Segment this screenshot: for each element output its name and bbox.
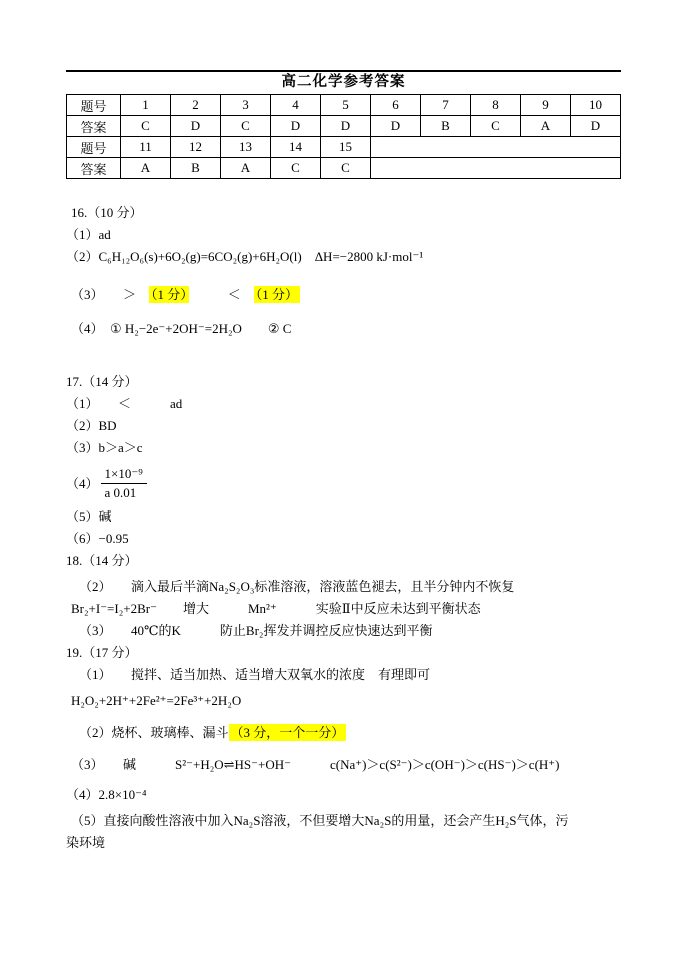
table-cell: D bbox=[321, 116, 371, 137]
table-cell: A bbox=[221, 158, 271, 179]
table-cell: 4 bbox=[271, 95, 321, 116]
table-cell: 13 bbox=[221, 137, 271, 158]
table-cell: B bbox=[421, 116, 471, 137]
q19-answer-5-line2: 染环境 bbox=[66, 835, 106, 850]
q19-heading: 19.（17 分） bbox=[66, 645, 138, 660]
q17-answer-3: （3）b＞a＞c bbox=[66, 440, 143, 455]
q16-a3-text: ＜ bbox=[188, 287, 254, 302]
table-cell: D bbox=[371, 116, 421, 137]
row-header: 答案 bbox=[67, 116, 121, 137]
q19-answer-4: （4）2.8×10⁻⁴ bbox=[66, 787, 147, 802]
q18-answer-3: （3） 40℃的K 防止Br₂挥发并调控反应快速达到平衡 bbox=[79, 623, 433, 638]
table-cell: C bbox=[271, 158, 321, 179]
answer-table bbox=[66, 94, 621, 179]
table-cell: A bbox=[121, 158, 171, 179]
row-header: 题号 bbox=[67, 95, 121, 116]
q16-answer-3 bbox=[66, 284, 621, 306]
q16-answer-1: （1）ad bbox=[66, 227, 111, 242]
table-cell: 6 bbox=[371, 95, 421, 116]
table-cell: 10 bbox=[571, 95, 621, 116]
q18-heading: 18.（14 分） bbox=[66, 553, 138, 568]
q16-heading: 16.（10 分） bbox=[71, 205, 143, 220]
q17-answer-5: （5）碱 bbox=[66, 509, 112, 524]
table-row-question-numbers-2 bbox=[67, 137, 621, 158]
table-cell: D bbox=[271, 116, 321, 137]
table-cell: 11 bbox=[121, 137, 171, 158]
q16-answer-2: （2）C₆H₁₂O₆(s)+6O₂(g)=6CO₂(g)+6H₂O(l) ΔH=−2800 kJ·mol⁻¹ bbox=[66, 249, 424, 264]
table-cell: 12 bbox=[171, 137, 221, 158]
q17-answer-1: （1） ＜ ad bbox=[66, 396, 183, 411]
table-cell: D bbox=[171, 116, 221, 137]
q18-answer-2b: Br₂+I⁻=I₂+2Br⁻ 增大 Mn²⁺ 实验Ⅱ中反应未达到平衡状态 bbox=[71, 601, 481, 616]
table-cell-empty bbox=[371, 158, 621, 179]
page-title: 高二化学参考答案 bbox=[281, 74, 406, 90]
table-cell: 3 bbox=[221, 95, 271, 116]
table-cell: D bbox=[571, 116, 621, 137]
q17-answer-4 bbox=[66, 465, 621, 502]
q18-answer-2a: （2） 滴入最后半滴Na₂S₂O₃标准溶液，溶液蓝色褪去，且半分钟内不恢复 bbox=[79, 579, 515, 594]
q19-answer-3: （3） 碱 S²⁻+H₂O⇌HS⁻+OH⁻ c(Na⁺)＞c(S²⁻)＞c(OH⁻)＞c(HS⁻)＞c(H⁺) bbox=[71, 757, 560, 772]
q17-heading: 17.（14 分） bbox=[66, 374, 138, 389]
table-cell: 14 bbox=[271, 137, 321, 158]
fraction-numerator: 1×10⁻⁹ bbox=[101, 465, 147, 484]
table-cell: B bbox=[171, 158, 221, 179]
table-cell: C bbox=[321, 158, 371, 179]
table-cell: C bbox=[471, 116, 521, 137]
score-highlight: （1 分） bbox=[255, 287, 299, 302]
table-row-answers-2 bbox=[67, 158, 621, 179]
row-header: 答案 bbox=[67, 158, 121, 179]
table-row-answers-1 bbox=[67, 116, 621, 137]
table-cell: 9 bbox=[521, 95, 571, 116]
table-cell: 8 bbox=[471, 95, 521, 116]
table-cell: 2 bbox=[171, 95, 221, 116]
fraction bbox=[101, 465, 147, 502]
row-header: 题号 bbox=[67, 137, 121, 158]
table-cell-empty bbox=[371, 137, 621, 158]
q17-answer-2: （2）BD bbox=[66, 418, 117, 433]
table-cell: C bbox=[121, 116, 171, 137]
answers-body bbox=[66, 202, 621, 854]
q19-answer-5-line1: （5）直接向酸性溶液中加入Na₂S溶液，不但要增大Na₂S的用量，还会产生H₂S气体，污 bbox=[71, 813, 569, 828]
table-cell: 1 bbox=[121, 95, 171, 116]
q19-answer-2 bbox=[66, 722, 621, 744]
table-cell: C bbox=[221, 116, 271, 137]
q19-a2-text: （2）烧杯、玻璃棒、漏斗 bbox=[79, 725, 229, 740]
score-highlight: （1 分） bbox=[151, 287, 187, 302]
q16-answer-4: （4） ① H₂−2e⁻+2OH⁻=2H₂O ② C bbox=[71, 321, 292, 336]
table-cell: A bbox=[521, 116, 571, 137]
table-cell: 5 bbox=[321, 95, 371, 116]
q19-answer-1-equation: H₂O₂+2H⁺+2Fe²⁺=2Fe³⁺+2H₂O bbox=[71, 693, 242, 708]
table-cell: 7 bbox=[421, 95, 471, 116]
fraction-denominator: a 0.01 bbox=[104, 485, 137, 500]
q19-answer-1: （1） 搅拌、适当加热、适当增大双氧水的浓度 有理即可 bbox=[79, 667, 431, 682]
table-cell: 15 bbox=[321, 137, 371, 158]
q17-answer-6: （6）−0.95 bbox=[66, 531, 129, 546]
score-highlight: （3 分，一个一分） bbox=[230, 725, 345, 740]
q16-a3-text: （3） ＞ bbox=[71, 287, 150, 302]
table-row-question-numbers-1 bbox=[67, 95, 621, 116]
q17-a4-label: （4） bbox=[66, 475, 99, 491]
